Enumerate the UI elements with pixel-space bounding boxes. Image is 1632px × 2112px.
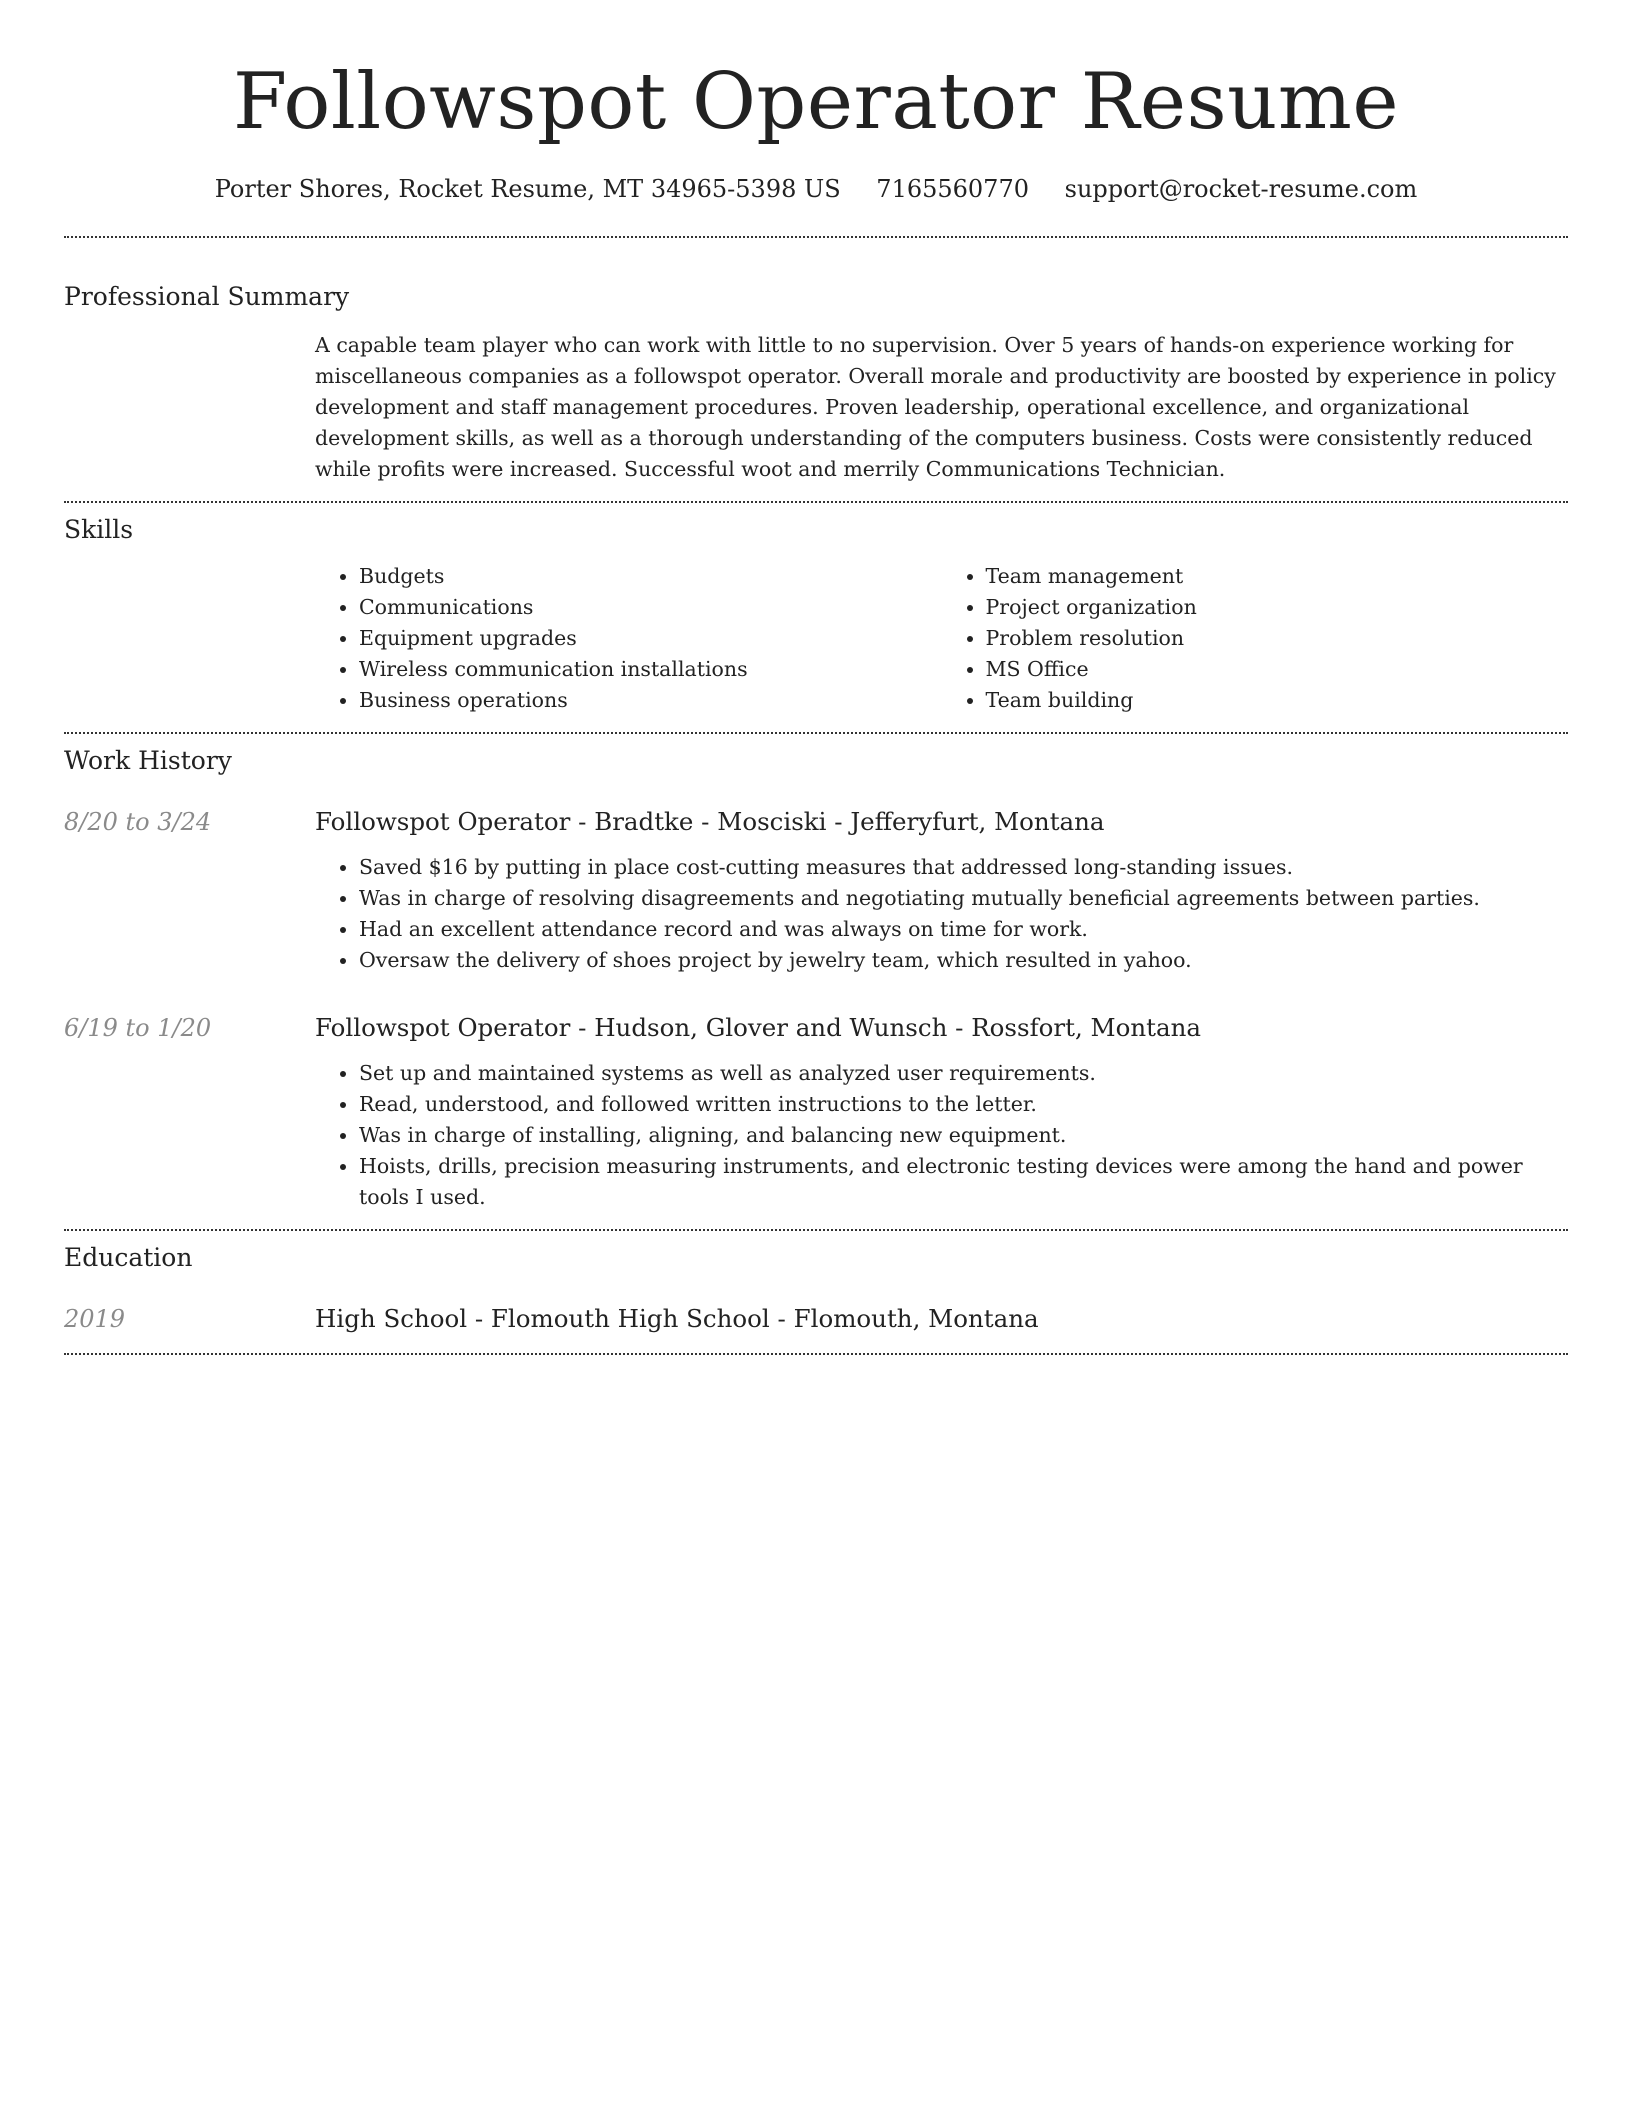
job-details xyxy=(315,806,1568,976)
resume-title: Followspot Operator Resume xyxy=(233,57,1399,147)
skills-list-left xyxy=(315,561,942,716)
skill-item: • MS Office xyxy=(986,654,1569,685)
work-divider xyxy=(64,1229,1568,1231)
skill-item: • Equipment upgrades xyxy=(359,623,942,654)
skill-item: • Team building xyxy=(986,685,1569,716)
job-bullet: • Was in charge of installing, aligning, and balancing new equipment. xyxy=(359,1120,1560,1151)
skill-item: • Business operations xyxy=(359,685,942,716)
education-details xyxy=(315,1303,1568,1335)
skill-item: • Team management xyxy=(986,561,1569,592)
summary-text: A capable team player who can work with little to no supervision. Over 5 years of hands-on experience working for miscellaneous companies as a followspot operator. Overall morale and productivity are boosted by experience in policy development and staff management procedures. Proven leadership, operational excellence, and organizational development skills, as well as a thorough understanding of the computers business. Costs were consistently reduced while profits were increased. Successful woot and merrily Communications Technician. xyxy=(315,333,1556,481)
job-bullets xyxy=(315,1058,1568,1213)
job-entry xyxy=(64,806,1568,976)
skill-item: • Wireless communication installations xyxy=(359,654,942,685)
job-bullet: • Set up and maintained systems as well as analyzed user requirements. xyxy=(359,1058,1560,1089)
job-bullet: • Hoists, drills, precision measuring instruments, and electronic testing devices were among the hand and power tools I used. xyxy=(359,1151,1560,1213)
job-title: Followspot Operator - Bradtke - Mosciski - Jefferyfurt, Montana xyxy=(315,807,1105,836)
job-bullet: • Read, understood, and followed written instructions to the letter. xyxy=(359,1089,1560,1120)
contact-address: Porter Shores, Rocket Resume, MT 34965-5398 US xyxy=(214,175,841,203)
job-dates: 8/20 to 3/24 xyxy=(64,808,212,836)
education-divider xyxy=(64,1353,1568,1355)
work-section xyxy=(64,744,1568,1213)
summary-body xyxy=(315,330,1568,485)
header-divider xyxy=(64,236,1568,238)
contact-info xyxy=(64,172,1568,206)
summary-section xyxy=(64,280,1568,501)
skills-spacer xyxy=(64,561,315,716)
contact-phone: 7165560770 xyxy=(876,175,1029,203)
job-entry xyxy=(64,1012,1568,1213)
education-heading: Education xyxy=(64,1243,193,1272)
job-bullet: • Was in charge of resolving disagreements and negotiating mutually beneficial agreements between parties. xyxy=(359,883,1560,914)
job-dates: 6/19 to 1/20 xyxy=(64,1014,212,1042)
summary-divider xyxy=(64,501,1568,503)
job-bullet: • Had an excellent attendance record and was always on time for work. xyxy=(359,914,1560,945)
summary-row xyxy=(64,330,1568,501)
education-year: 2019 xyxy=(64,1305,126,1333)
skill-item: • Communications xyxy=(359,592,942,623)
education-title: High School - Flomouth High School - Flomouth, Montana xyxy=(315,1304,1039,1333)
summary-heading: Professional Summary xyxy=(64,282,350,311)
skills-divider xyxy=(64,732,1568,734)
job-details xyxy=(315,1012,1568,1213)
education-section xyxy=(64,1241,1568,1353)
job-bullet: • Oversaw the delivery of shoes project by jewelry team, which resulted in yahoo. xyxy=(359,945,1560,976)
job-title: Followspot Operator - Hudson, Glover and Wunsch - Rossfort, Montana xyxy=(315,1013,1201,1042)
skills-section xyxy=(64,513,1568,732)
skills-row xyxy=(64,561,1568,732)
contact-email: support@rocket-resume.com xyxy=(1064,175,1418,203)
summary-spacer xyxy=(64,330,315,485)
skills-grid xyxy=(315,561,1568,716)
job-bullet: • Saved $16 by putting in place cost-cutting measures that addressed long-standing issues. xyxy=(359,852,1560,883)
skill-item: • Problem resolution xyxy=(986,623,1569,654)
skills-heading: Skills xyxy=(64,515,134,544)
job-bullets xyxy=(315,852,1568,976)
skill-item: • Project organization xyxy=(986,592,1569,623)
education-entry xyxy=(64,1303,1568,1353)
skill-item: • Budgets xyxy=(359,561,942,592)
work-heading: Work History xyxy=(64,746,232,775)
skills-list-right xyxy=(942,561,1569,716)
